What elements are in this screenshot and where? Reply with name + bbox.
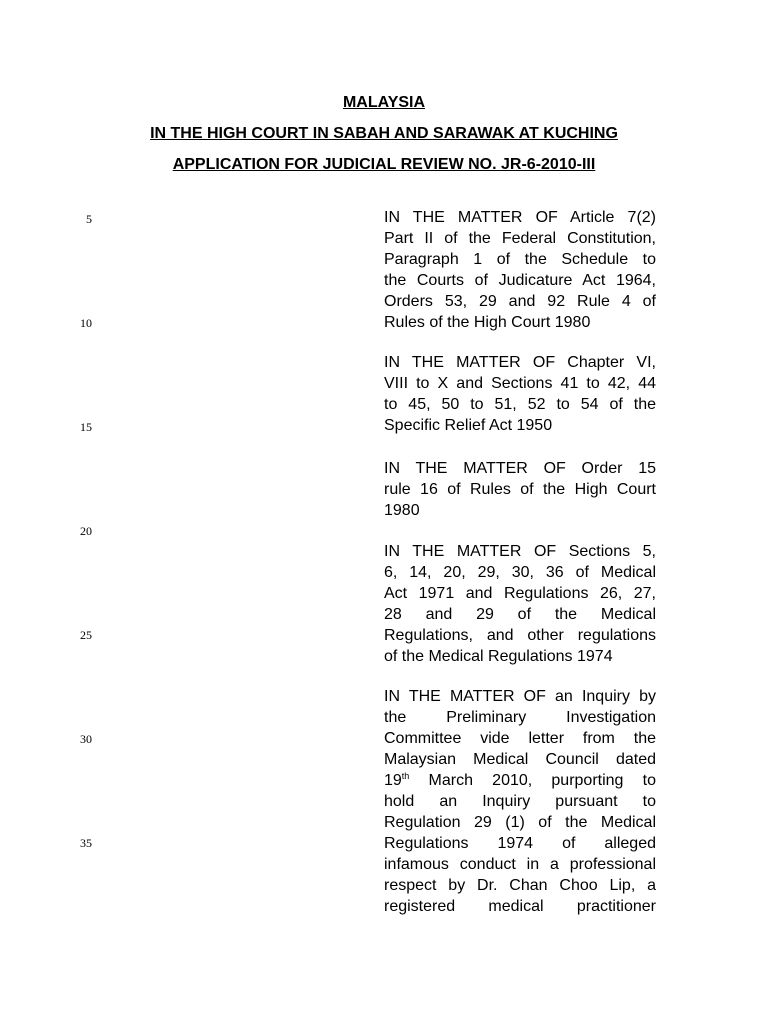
date-day: 19 (384, 772, 402, 789)
matter-paragraph-5 (384, 686, 656, 917)
line-number: 5 (86, 212, 92, 226)
paragraph-line: Act 1971 and Regulations 26, 27, (384, 585, 656, 602)
paragraph-line: Regulations, and other regulations (384, 627, 656, 644)
document-country-heading: MALAYSIA (342, 94, 426, 111)
paragraph-line: 28 and 29 of the Medical (384, 606, 656, 623)
paragraph-line: Orders 53, 29 and 92 Rule 4 of (384, 293, 656, 310)
paragraph-line: Regulation 29 (1) of the Medical (384, 814, 656, 831)
paragraph-line: the Courts of Judicature Act 1964, (384, 272, 656, 289)
paragraph-line: to 45, 50 to 51, 52 to 54 of the (384, 396, 656, 413)
paragraph-line: VIII to X and Sections 41 to 42, 44 (384, 375, 656, 392)
matter-paragraph-1 (384, 207, 656, 333)
paragraph-line: infamous conduct in a professional (384, 856, 656, 873)
paragraph-line: IN THE MATTER OF an Inquiry by (384, 688, 656, 705)
paragraph-line: registered medical practitioner (384, 898, 656, 915)
paragraph-line: Part II of the Federal Constitution, (384, 230, 656, 247)
line-number: 20 (80, 524, 92, 538)
paragraph-line: hold an Inquiry pursuant to (384, 793, 656, 810)
paragraph-line: Committee vide letter from the (384, 730, 656, 747)
application-heading: APPLICATION FOR JUDICIAL REVIEW NO. JR-6-2010-III (172, 156, 596, 173)
paragraph-line: IN THE MATTER OF Chapter VI, (384, 354, 656, 371)
court-heading: IN THE HIGH COURT IN SABAH AND SARAWAK AT KUCHING (150, 125, 618, 142)
paragraph-line: respect by Dr. Chan Choo Lip, a (384, 877, 656, 894)
date-rest: March 2010, purporting to (409, 772, 656, 789)
line-number: 30 (80, 732, 92, 746)
line-number: 15 (80, 420, 92, 434)
paragraph-line: 1980 (384, 502, 420, 519)
paragraph-line: rule 16 of Rules of the High Court (384, 481, 656, 498)
line-number: 10 (80, 316, 92, 330)
paragraph-line: IN THE MATTER OF Article 7(2) (384, 209, 656, 226)
paragraph-line: Specific Relief Act 1950 (384, 417, 553, 434)
paragraph-line: IN THE MATTER OF Sections 5, (384, 543, 656, 560)
line-number: 35 (80, 836, 92, 850)
paragraph-line-date (384, 770, 656, 791)
paragraph-line: the Preliminary Investigation (384, 709, 656, 726)
matter-paragraph-2 (384, 352, 656, 436)
matter-paragraph-3 (384, 458, 656, 521)
paragraph-line: Rules of the High Court 1980 (384, 314, 591, 331)
paragraph-line: Regulations 1974 of alleged (384, 835, 656, 852)
date-ordinal-suffix: th (401, 771, 410, 781)
paragraph-line: Malaysian Medical Council dated (384, 751, 656, 768)
paragraph-line: Paragraph 1 of the Schedule to (384, 251, 656, 268)
paragraph-line: of the Medical Regulations 1974 (384, 648, 613, 665)
matter-paragraph-4 (384, 541, 656, 667)
paragraph-line: 6, 14, 20, 29, 30, 36 of Medical (384, 564, 656, 581)
line-number: 25 (80, 628, 92, 642)
paragraph-line: IN THE MATTER OF Order 15 (384, 460, 656, 477)
